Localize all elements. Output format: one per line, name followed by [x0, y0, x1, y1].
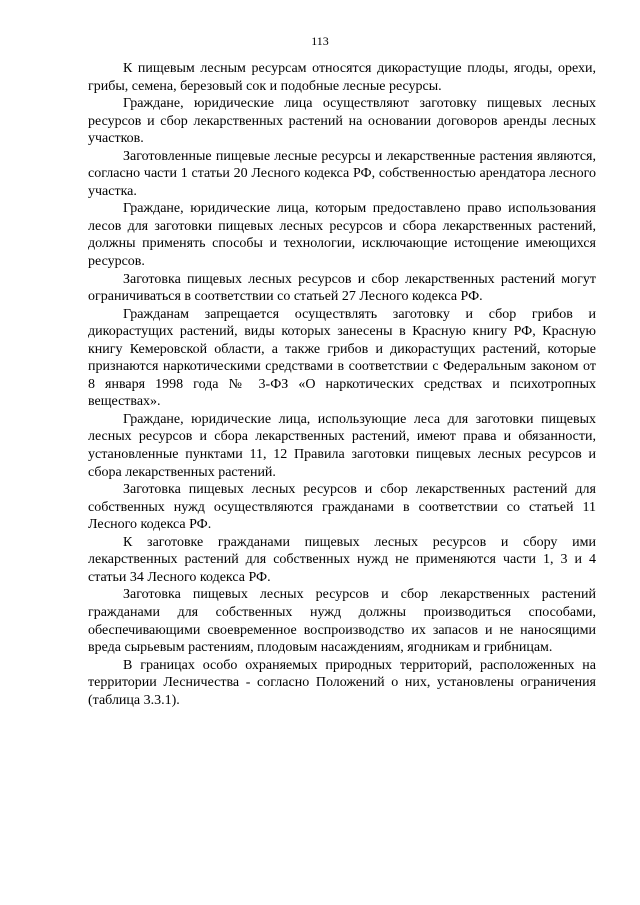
paragraph-11: В границах особо охраняемых природных территорий, расположенных на территории Лесничества - согласно Положений о них, установлены ограничения (таблица 3.3.1). [88, 657, 596, 708]
document-body [88, 60, 596, 709]
paragraph-1: К пищевым лесным ресурсам относятся дикорастущие плоды, ягоды, орехи, грибы, семена, березовый сок и подобные лесные ресурсы. [88, 61, 596, 94]
paragraph-3: Заготовленные пищевые лесные ресурсы и лекарственные растения являются, согласно части 1 статьи 20 Лесного кодекса РФ, собственностью арендатора лесного участка. [88, 148, 596, 199]
paragraph-5: Заготовка пищевых лесных ресурсов и сбор лекарственных растений могут ограничиваться в соответствии со статьей 27 Лесного кодекса РФ. [88, 271, 596, 305]
paragraph-6: Гражданам запрещается осуществлять заготовку и сбор грибов и дикорастущих растений, виды которых занесены в Красную книгу РФ, Красную книгу Кемеровской области, а также грибов и дикорастущих растений, которые признаются наркотическими средствами в соответствии с Федеральным законом от 8 января 1998 года № 3-ФЗ «О наркотических средствах и психотропных веществах». [88, 306, 596, 410]
paragraph-9: К заготовке гражданами пищевых лесных ресурсов и сбору ими лекарственных растений для собственных нужд не применяются части 1, 3 и 4 статьи 34 Лесного кодекса РФ. [88, 534, 596, 585]
page-number: 113 [311, 34, 329, 48]
paragraph-4: Граждане, юридические лица, которым предоставлено право использования лесов для заготовки пищевых лесных ресурсов и сбора лекарственных растений, должны применять способы и технологии, исключающие истощение имеющихся ресурсов. [88, 201, 596, 270]
paragraph-10: Заготовка пищевых лесных ресурсов и сбор лекарственных растений гражданами для собственных нужд должны производиться способами, обеспечивающими своевременное воспроизводство их запасов и не наносящими вреда сырьевым растениям, плодовым насаждениям, ягодникам и грибницам. [88, 587, 596, 656]
paragraph-2: Граждане, юридические лица осуществляют заготовку пищевых лесных ресурсов и сбор лекарственных растений на основании договоров аренды лесных участков. [88, 96, 596, 147]
paragraph-8: Заготовка пищевых лесных ресурсов и сбор лекарственных растений для собственных нужд осуществляются гражданами в соответствии со статьей 11 Лесного кодекса РФ. [88, 482, 596, 533]
paragraph-7: Граждане, юридические лица, использующие леса для заготовки пищевых лесных ресурсов и сбора лекарственных растений, имеют права и обязанности, установленные пунктами 11, 12 Правила заготовки пищевых лесных ресурсов и сбора лекарственных растений. [88, 411, 596, 480]
